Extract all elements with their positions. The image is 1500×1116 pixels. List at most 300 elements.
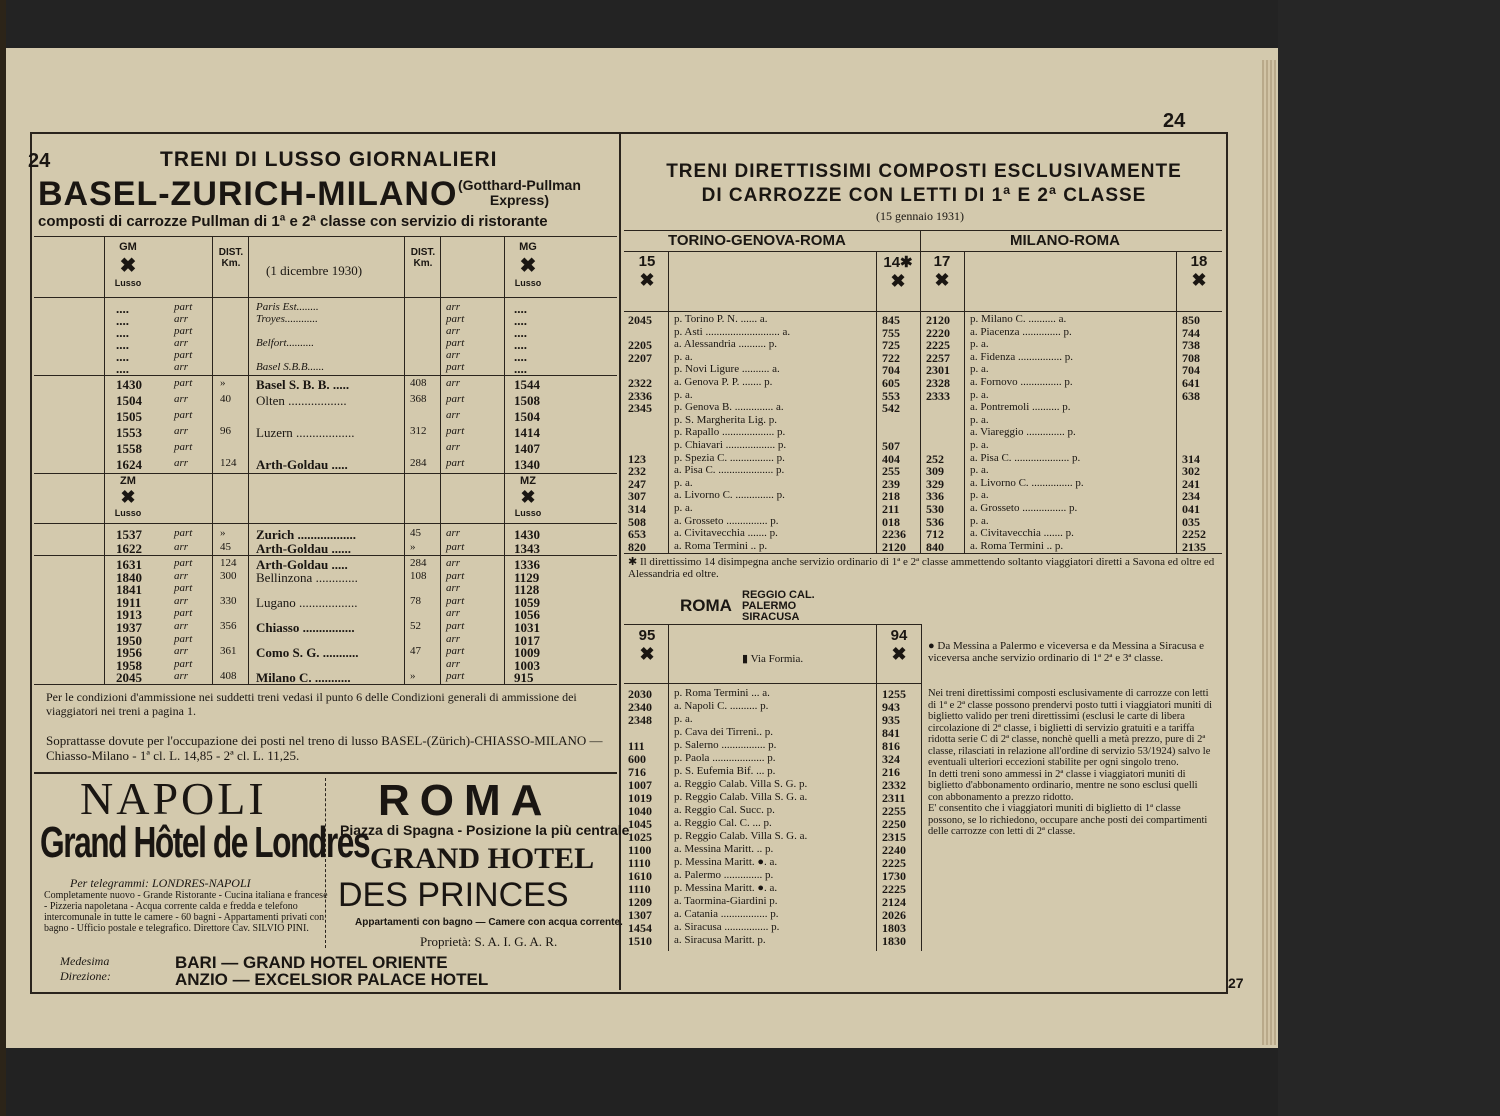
timetable-row [34, 425, 617, 441]
cell-p2: arr [446, 557, 461, 569]
dist-header-2: DIST. Km. [410, 247, 436, 269]
cell-p2: part [446, 361, 465, 373]
cell-b: 722 [882, 350, 900, 365]
cell-a: 1045 [628, 817, 652, 831]
train-15-label: 15 [638, 253, 656, 270]
cell-s: p. Chiavari .................. p. [674, 439, 787, 451]
dest-siracusa: SIRACUSA [742, 611, 800, 623]
cell-t2: 1009 [514, 645, 540, 661]
cell-p1: part [174, 441, 193, 453]
cell-c: 2220 [926, 325, 950, 340]
dest-reggio: REGGIO CAL. [742, 589, 815, 601]
cell-p1: arr [174, 393, 189, 405]
timetable-row [624, 713, 922, 726]
row-line [34, 297, 617, 298]
timetable-row [624, 363, 1222, 376]
cell-p1: part [174, 377, 193, 389]
cell-p1: arr [174, 425, 189, 437]
cell-a: 508 [628, 514, 646, 529]
ad-bari: BARI — GRAND HOTEL ORIENTE [175, 953, 448, 972]
cell-c: 336 [926, 489, 944, 504]
timetable-row [34, 377, 617, 393]
lusso-label: Lusso [114, 508, 142, 518]
cell-st: Paris Est........ [256, 301, 319, 313]
train-18-label: 18 [1190, 253, 1208, 270]
caption-mz [508, 475, 548, 518]
cell-p1: part [174, 557, 193, 569]
timetable-row [624, 817, 922, 830]
cell-a: 2205 [628, 338, 652, 353]
cell-d: 035 [1182, 514, 1200, 529]
page-number: 24 [1163, 110, 1186, 132]
cell-b: 2120 [882, 539, 906, 554]
background-top [0, 0, 1500, 45]
cell-k2: 45 [410, 527, 421, 539]
cell-t1: 1956 [116, 645, 142, 661]
cell-b: 404 [882, 451, 900, 466]
cell-p1: part [174, 409, 193, 421]
cell-s: p. Spezia C. ................ p. [674, 451, 785, 464]
train-14-label: 14✱ [883, 254, 913, 271]
right-heading-1: TRENI DIRETTISSIMI COMPOSTI ESCLUSIVAMENTE [666, 161, 1182, 182]
cell-k2: 312 [410, 425, 427, 437]
cell-p2: part [446, 337, 465, 349]
left-heading: TRENI DI LUSSO GIORNALIERI [160, 148, 498, 171]
cell-st: Belfort.......... [256, 337, 315, 349]
cell-t2: .... [514, 325, 527, 340]
right-heading [634, 160, 1214, 208]
cell-p1: part [174, 632, 193, 645]
roma-south-timetable [624, 624, 922, 951]
cell-d: 241 [1182, 476, 1200, 491]
cell-k1: » [220, 527, 226, 539]
caption-mg-label: MG [519, 241, 537, 253]
cell-a: 2207 [628, 350, 652, 365]
cell-st: Arth-Goldau ...... [256, 541, 351, 556]
cell-a: 2340 [628, 700, 652, 714]
cell-d: 850 [1182, 313, 1200, 327]
cell-a: 600 [628, 752, 646, 766]
cell-st: Basel S.B.B...... [256, 361, 325, 373]
cell-a: 1454 [628, 921, 652, 935]
cell-d: 744 [1182, 325, 1200, 340]
cell-a: 314 [628, 502, 646, 516]
train-95 [630, 627, 664, 665]
cell-d: 314 [1182, 451, 1200, 466]
cell-s: p. Genova B. .............. a. [674, 401, 784, 414]
cell-p2: arr [446, 409, 461, 421]
cell-c: 530 [926, 502, 944, 516]
cell-s: a. Taormina-Giardini p. [674, 895, 778, 907]
cell-d: 234 [1182, 489, 1200, 504]
timetable-row [624, 700, 922, 713]
cell-b: 553 [882, 388, 900, 403]
timetable-row [624, 856, 922, 869]
train-17-label: 17 [933, 253, 951, 270]
cell-st: Arth-Goldau ..... [256, 557, 348, 572]
cell-s2: a. Grosseto ................ p. [970, 502, 1078, 514]
cell-t1: 1958 [116, 657, 142, 673]
cell-s: p. Torino P. N. ...... a. [674, 313, 768, 325]
timetable-row [624, 739, 922, 752]
cell-s: a. Messina Maritt. .. p. [674, 843, 774, 855]
cell-s: a. Napoli C. .......... p. [674, 700, 769, 712]
cell-a: 1610 [628, 869, 652, 883]
ad-napoli: NAPOLI [80, 773, 267, 824]
cell-k2: 408 [410, 377, 427, 389]
cell-s: a. Reggio Cal. C. ... p. [674, 817, 772, 829]
cell-st: Lugano .................. [256, 594, 358, 610]
caption-zm-label: ZM [120, 475, 136, 487]
cell-p2: part [446, 569, 465, 582]
cell-a: 1025 [628, 830, 652, 844]
timetable-row [624, 426, 1222, 439]
cell-t1: 1950 [116, 632, 142, 648]
cell-s2: p. a. [970, 413, 989, 426]
ad-telegram: Per telegrammi: LONDRES-NAPOLI [70, 876, 251, 890]
timetable-row [34, 457, 617, 473]
cell-s2: a. Livorno C. ............... p. [970, 476, 1084, 489]
subtitle-line2: Express) [489, 192, 550, 208]
cell-s: p. a. [674, 713, 693, 725]
cell-t1: 1631 [116, 557, 142, 572]
cell-p2: arr [446, 657, 461, 670]
cell-t2: 1017 [514, 632, 540, 648]
timetable-row [624, 882, 922, 895]
cell-s: a. Livorno C. .............. p. [674, 489, 785, 502]
timetable-row [34, 670, 617, 686]
cell-s2: p. a. [970, 464, 989, 477]
cell-k1: 124 [220, 457, 237, 469]
cell-p1: arr [174, 313, 189, 325]
ad-grand-hotel: GRAND HOTEL [370, 842, 595, 875]
timetable-row [624, 540, 1222, 553]
cell-s: p. Paola ................... p. [674, 752, 776, 764]
train-95-label: 95 [638, 627, 656, 644]
cell-s: p. Roma Termini ... a. [674, 687, 770, 699]
cell-b: 725 [882, 338, 900, 353]
notes-admission [928, 688, 1212, 838]
timetable-row [624, 726, 922, 739]
cell-a: 2322 [628, 376, 652, 390]
left-timetable [34, 236, 617, 685]
cell-st: Chiasso ................ [256, 620, 355, 635]
cell-b: 2236 [882, 527, 906, 542]
cell-s: p. Messina Maritt. ●. a. [674, 882, 778, 894]
timetable-row [624, 489, 1222, 502]
timetable-row [624, 908, 922, 921]
cell-b: 841 [882, 726, 900, 740]
cell-p2: arr [446, 349, 461, 361]
cell-p1: part [174, 325, 193, 337]
cell-t1: 1937 [116, 620, 142, 635]
train-17 [924, 253, 960, 291]
timetable-row [624, 765, 922, 778]
cell-s: a. Grosseto ............... p. [674, 514, 779, 527]
sleeper-icon: ✖ [1191, 270, 1207, 290]
cell-k1: » [220, 377, 226, 389]
lusso-label: Lusso [514, 508, 542, 518]
cell-c: 536 [926, 514, 944, 529]
cell-k2: 108 [410, 569, 427, 582]
cell-p2: arr [446, 527, 461, 539]
cell-s: a. Catania ................. p. [674, 908, 779, 920]
timetable-row [624, 439, 1222, 452]
cell-t2: 1430 [514, 527, 540, 542]
cell-p2: part [446, 620, 465, 632]
cell-s: a. Civitavecchia ....... p. [674, 527, 778, 540]
cell-s2: p. a. [970, 489, 989, 502]
cell-a: 2348 [628, 713, 652, 727]
cell-s: a. Palermo .............. p. [674, 869, 774, 881]
cell-s2: p. a. [970, 514, 989, 527]
cell-s: p. Salerno ................ p. [674, 739, 777, 751]
center-divider [619, 134, 621, 990]
cell-t1: 1913 [116, 607, 142, 623]
cell-p2: arr [446, 441, 461, 453]
note-admission-3: E' consentito che i viaggiatori muniti di biglietto di 1ª classe possono, se lo richiedono, occupare anche posti dei compartimenti delle carrozze con letti di 2ª classe. [928, 803, 1208, 837]
cell-b: 2225 [882, 882, 906, 896]
cell-d: 041 [1182, 502, 1200, 516]
right-timetable [624, 230, 1222, 554]
cell-t2: 915 [514, 670, 534, 686]
cell-c: 2301 [926, 363, 950, 378]
cell-k1: 361 [220, 645, 237, 658]
cell-st: Bellinzona ............. [256, 569, 358, 585]
ad-piazza: Piazza di Spagna - Posizione la più centrale [340, 822, 630, 838]
cell-a: 1100 [628, 843, 652, 857]
cell-s: p. a. [674, 350, 693, 363]
timetable-row [624, 376, 1222, 389]
page-edges [1262, 60, 1276, 1045]
cell-t1: .... [116, 301, 129, 316]
cell-b: 255 [882, 464, 900, 479]
timetable-row [34, 361, 617, 377]
timetable-row [34, 541, 617, 557]
cell-t2: .... [514, 337, 527, 352]
cell-p2: part [446, 313, 465, 325]
cell-b: 1730 [882, 869, 906, 883]
cell-b: 211 [882, 502, 900, 516]
cell-s: a. Siracusa Maritt. p. [674, 934, 766, 946]
cell-p1: part [174, 582, 193, 595]
dist-header: DIST. Km. [218, 247, 244, 269]
cell-p2: arr [446, 607, 461, 620]
cell-d: 738 [1182, 338, 1200, 353]
cell-t1: 1840 [116, 569, 142, 585]
cell-t2: 1544 [514, 377, 540, 392]
cell-b: 218 [882, 489, 900, 504]
cell-s2: a. Fidenza ................ p. [970, 350, 1073, 363]
timetable-row [624, 401, 1222, 414]
cell-k1: 45 [220, 541, 231, 553]
cell-a: 1209 [628, 895, 652, 909]
cell-k2: 52 [410, 620, 421, 632]
left-title: BASEL-ZURICH-MILANO [38, 175, 458, 213]
left-surcharge: Soprattasse dovute per l'occupazione dei posti nel treno di lusso BASEL-(Zürich)-CHIASSO-MILANO — Chiasso-Milano - 1ª cl. L. 14,85 - 2ª cl. L. 11,25. [46, 733, 603, 763]
cell-t2: 1504 [514, 409, 540, 424]
cell-p2: part [446, 425, 465, 437]
right-footnote: ✱ Il direttissimo 14 disimpegna anche servizio ordinario di 1ª e 2ª classe ammettendo soltanto viaggiatori diretti a Savona ed oltre ed Alessandria ed oltre. [628, 556, 1215, 580]
background-right [1278, 0, 1500, 1116]
cell-s2: p. Milano C. .......... a. [970, 313, 1067, 325]
timetable-row [624, 804, 922, 817]
cell-st: Olten .................. [256, 393, 347, 408]
cell-p1: arr [174, 645, 189, 658]
cell-p2: arr [446, 377, 461, 389]
cell-s: p. S. Margherita Lig. p. [674, 413, 778, 426]
cell-k1: 124 [220, 557, 237, 569]
caption-gm [108, 241, 148, 288]
cell-s2: p. a. [970, 338, 989, 351]
cell-b: 2225 [882, 856, 906, 870]
cell-a: 2030 [628, 687, 652, 701]
cell-st: Zurich .................. [256, 527, 357, 542]
cell-s: a. Pisa C. .................... p. [674, 464, 785, 477]
cell-k2: 78 [410, 594, 421, 607]
cell-c: 329 [926, 476, 944, 491]
sleeper-icon: ✖ [891, 644, 907, 664]
cell-st: Basel S. B. B. ..... [256, 377, 350, 392]
ad-anzio: ANZIO — EXCELSIOR PALACE HOTEL [175, 970, 489, 989]
cell-k2: » [410, 670, 416, 683]
cell-t1: 1841 [116, 582, 142, 598]
left-subtitle [458, 178, 581, 208]
cell-s2: p. a. [970, 439, 989, 451]
date-header: (1 dicembre 1930) [266, 263, 363, 278]
cell-p2: part [446, 393, 465, 405]
cell-s2: a. Pontremoli .......... p. [970, 401, 1071, 414]
cell-c: 2328 [926, 376, 950, 390]
cell-b: 755 [882, 325, 900, 340]
cell-b: 1803 [882, 921, 906, 935]
cell-b: 2332 [882, 778, 906, 792]
cell-t1: 1553 [116, 425, 142, 440]
cell-k2: 368 [410, 393, 427, 405]
row-line [624, 683, 922, 684]
sleeper-icon: ✖ [639, 644, 655, 664]
cell-t2: 1003 [514, 657, 540, 673]
cell-p1: arr [174, 337, 189, 349]
cell-t1: 1622 [116, 541, 142, 556]
cell-t1: 1624 [116, 457, 142, 472]
timetable-row [624, 791, 922, 804]
cell-b: 2240 [882, 843, 906, 857]
cell-p1: arr [174, 670, 189, 683]
cell-c: 2120 [926, 313, 950, 327]
medesima-line: Medesima [60, 954, 110, 968]
cell-t2: .... [514, 313, 527, 328]
cell-b: 2026 [882, 908, 906, 922]
cell-s2: a. Viareggio .............. p. [970, 426, 1076, 439]
sleeper-icon: ✖ [890, 271, 906, 291]
cell-t1: 1911 [116, 594, 142, 610]
note-admission-2: In detti treni sono ammessi in 2ª classe i viaggiatori muniti di biglietto d'abbonamento ordinario, mentre ne sono esclusi quelli con abbonamento a prezzo ridotto. [928, 768, 1198, 803]
cell-b: 935 [882, 713, 900, 727]
timetable-row [624, 527, 1222, 540]
ad-hotel-name: Grand Hôtel de Londres [40, 818, 370, 867]
cell-b: 2250 [882, 817, 906, 831]
timetable-row [34, 393, 617, 409]
cell-s: p. Cava dei Tirreni.. p. [674, 726, 773, 738]
cell-b: 704 [882, 363, 900, 378]
cell-b: 1830 [882, 934, 906, 948]
timetable-row [624, 687, 922, 700]
timetable-row [624, 895, 922, 908]
cell-p2: arr [446, 582, 461, 595]
timetable-row [624, 778, 922, 791]
cell-t1: .... [116, 325, 129, 340]
cell-b: 324 [882, 752, 900, 766]
cell-a: 111 [628, 739, 645, 753]
timetable-row [624, 338, 1222, 351]
cell-s2: p. a. [970, 363, 989, 376]
timetable-row [624, 921, 922, 934]
lusso-label: Lusso [514, 278, 542, 288]
cell-b: 239 [882, 476, 900, 491]
cell-d: 638 [1182, 388, 1200, 403]
cell-t2: 1059 [514, 594, 540, 610]
cell-a: 716 [628, 765, 646, 779]
right-heading-2: DI CARROZZE CON LETTI DI 1ª E 2ª CLASSE [701, 185, 1147, 206]
cell-k1: 96 [220, 425, 231, 437]
cell-p1: part [174, 657, 193, 670]
cell-s: p. Messina Maritt. ●. a. [674, 856, 778, 868]
timetable-row [624, 326, 1222, 339]
timetable-row [34, 409, 617, 425]
cell-k2: 284 [410, 457, 427, 469]
caption-mg [508, 241, 548, 288]
ad-des-princes: DES PRINCES [338, 876, 569, 914]
row-line [34, 473, 617, 474]
caption-zm [108, 475, 148, 518]
cell-s2: a. Piacenza .............. p. [970, 325, 1072, 338]
cell-b: 816 [882, 739, 900, 753]
row-line [624, 311, 1222, 312]
cell-t2: 1128 [514, 582, 540, 598]
ad-appartamenti: Appartamenti con bagno — Camere con acqua corrente. [355, 917, 623, 928]
cell-d: 2135 [1182, 539, 1206, 554]
note-admission-1: Nei treni direttissimi composti esclusivamente di carrozze con letti di 1ª e 2ª classe possono prendervi posto tutti i viaggiatori muniti di biglietto valido per treni direttissimi (esclusi le carte di libera circolazione di 2ª classe, i biglietti di servizio gratuiti e a tariffa ridotta serie C di 2ª classe, nonchè quelli a metà prezzo, pure di 2ª classe, rilasciati in relazione all'ordine di servizio 53/1924) salvo le eventuali ulteriori eccezioni stabilite per ogni singolo treno. [928, 688, 1213, 768]
cell-t1: .... [116, 337, 129, 352]
cell-t1: 1537 [116, 527, 142, 542]
cell-a: 247 [628, 476, 646, 491]
cell-t2: 1129 [514, 569, 540, 585]
cell-b: 542 [882, 401, 900, 416]
via-formia: ▮ Via Formia. [742, 653, 804, 665]
caption-milano-roma: MILANO-ROMA [1010, 232, 1120, 249]
cell-t1: 1504 [116, 393, 142, 408]
cell-k1: 300 [220, 569, 237, 582]
ad-roma: ROMA [378, 776, 553, 825]
cell-s: p. Novi Ligure .......... a. [674, 363, 780, 376]
cell-d: 708 [1182, 350, 1200, 365]
cell-s: a. Roma Termini .. p. [674, 539, 768, 552]
cell-t1: 1505 [116, 409, 142, 424]
ad-proprieta: Proprietà: S. A. I. G. A. R. [420, 934, 558, 949]
timetable-row [624, 313, 1222, 326]
cell-p2: part [446, 594, 465, 607]
caption-mz-label: MZ [520, 475, 536, 487]
cell-t2: 1056 [514, 607, 540, 623]
cell-p1: part [174, 527, 193, 539]
cell-t2: 1340 [514, 457, 540, 472]
timetable-row [624, 464, 1222, 477]
cell-d: 641 [1182, 376, 1200, 390]
cell-b: 845 [882, 313, 900, 327]
cell-c: 309 [926, 464, 944, 479]
cell-k2: » [410, 541, 416, 553]
